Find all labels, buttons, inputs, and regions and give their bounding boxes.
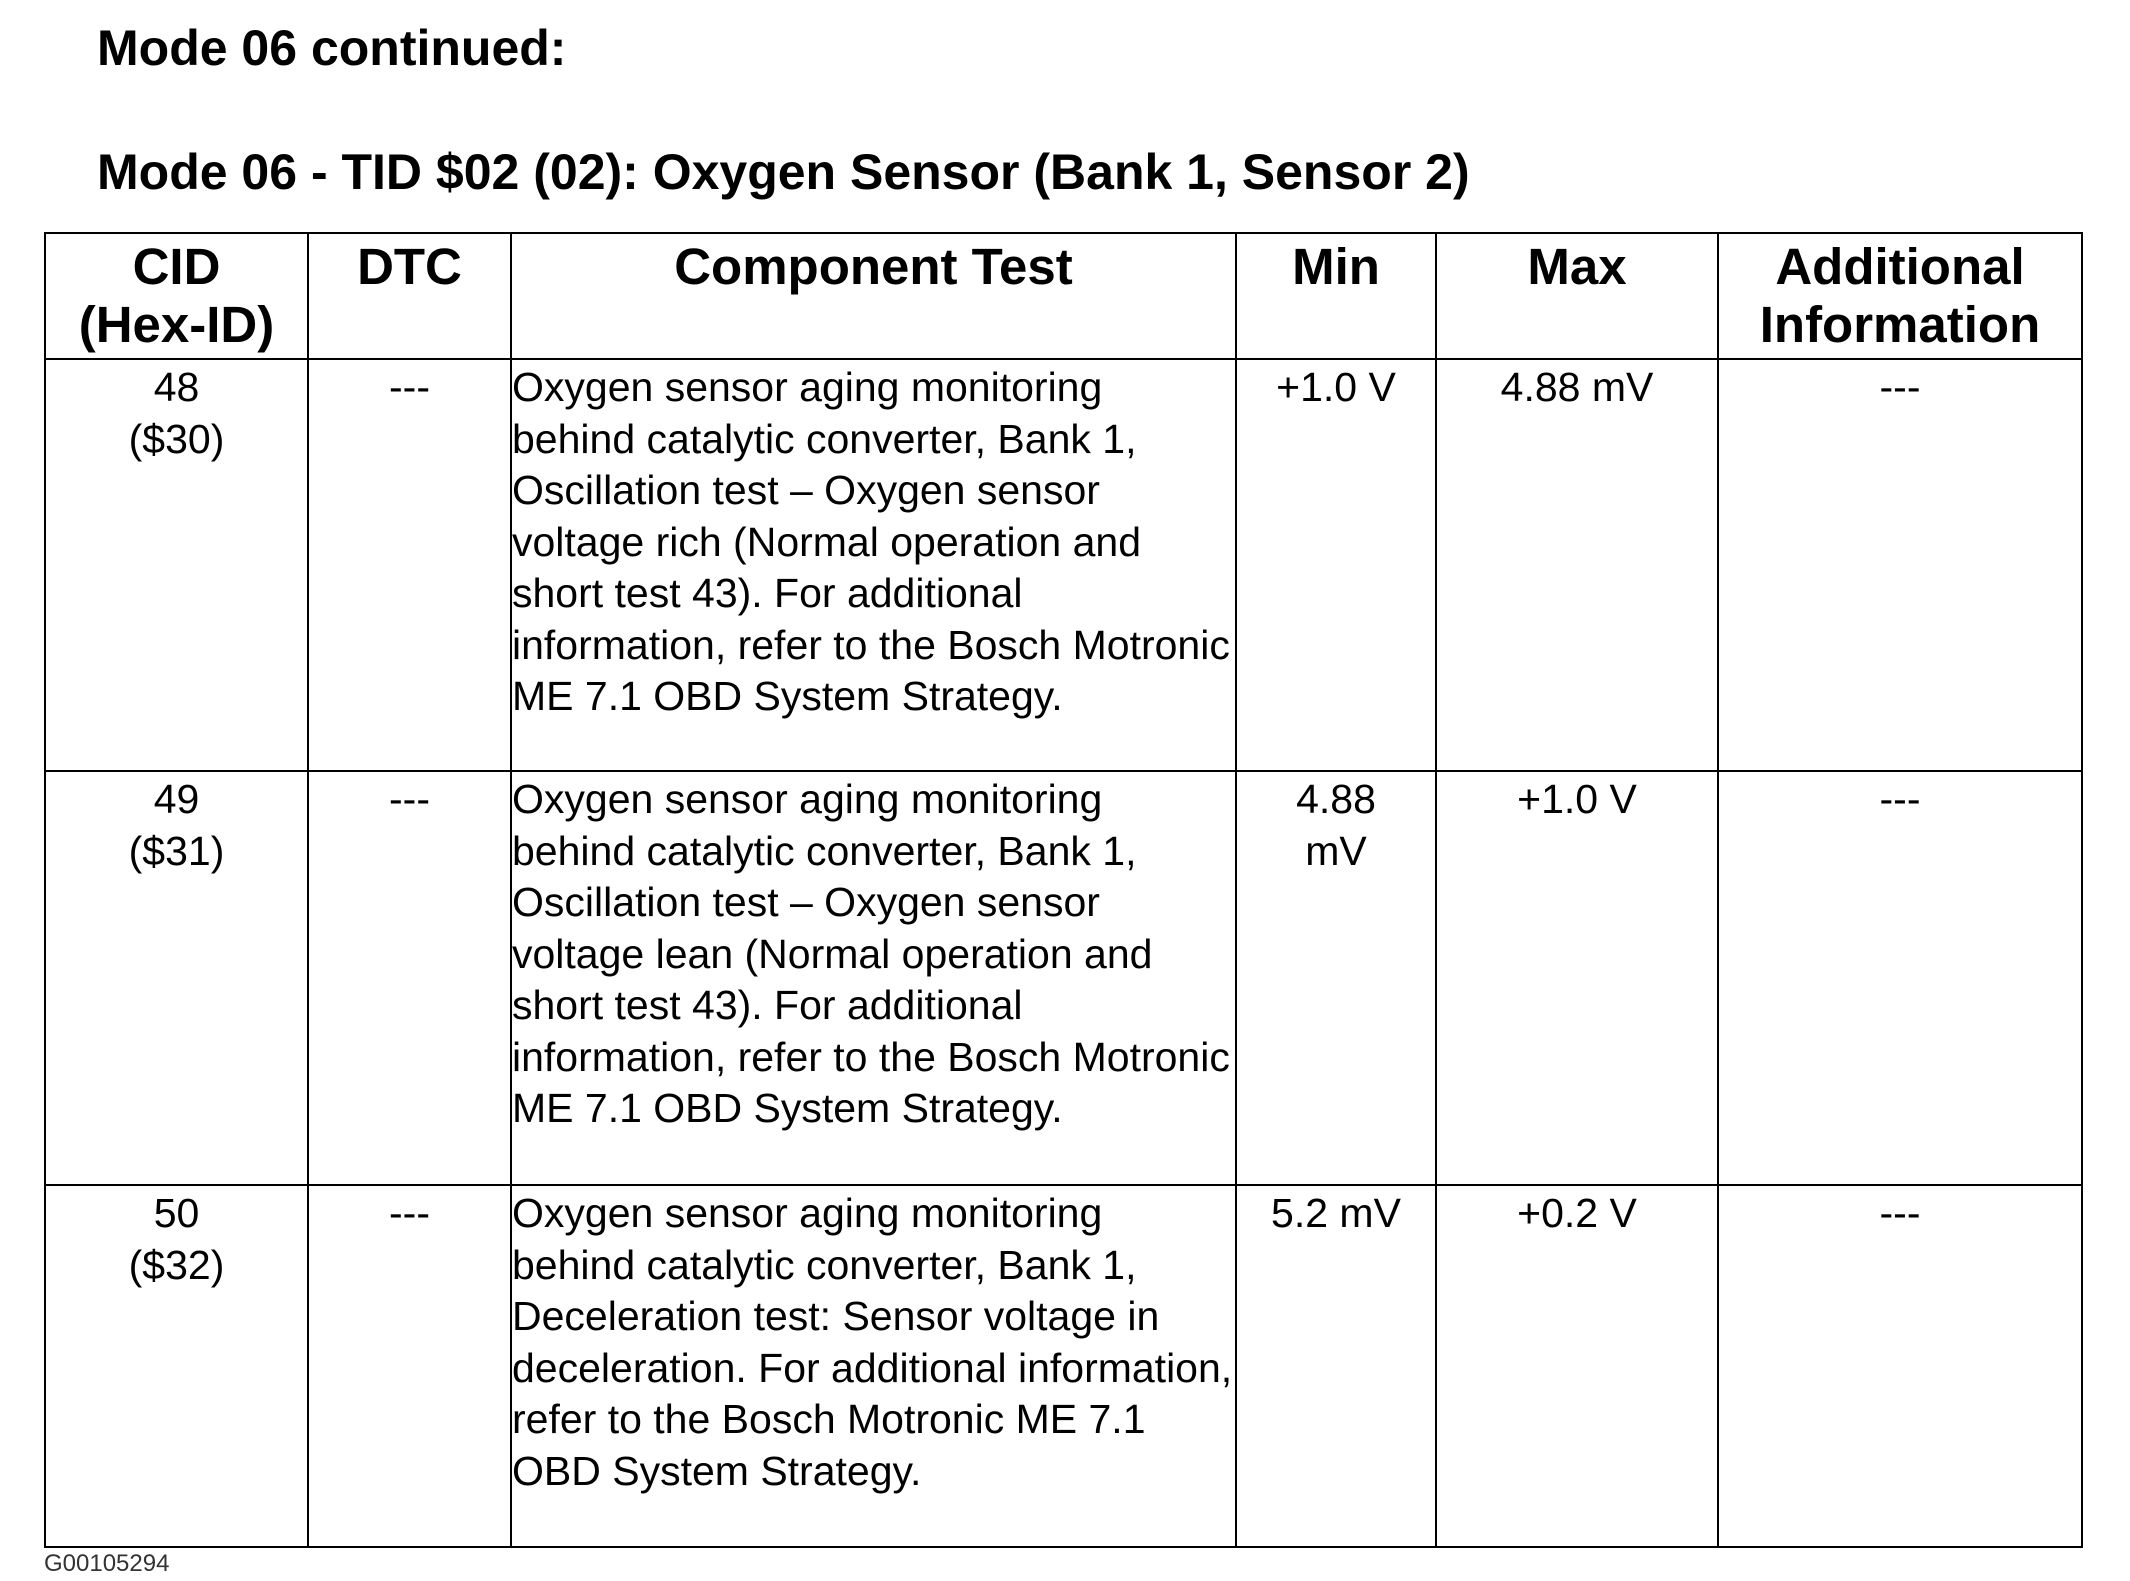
min-value: 4.88 mV (1296, 776, 1376, 874)
cell-cid (45, 771, 308, 1185)
cell-max: +0.2 V (1436, 1185, 1718, 1547)
cell-cid (45, 1185, 308, 1547)
header-max: Max (1436, 233, 1718, 359)
cid-value: 48 (153, 364, 200, 410)
header-cid-line1: CID (132, 238, 221, 295)
cell-min: +1.0 V (1236, 359, 1436, 771)
cell-component-test: Oxygen sensor aging monitoring behind catalytic converter, Bank 1, Deceleration test: Sensor voltage in deceleration. For additional information, refer to the Bosch Motronic ME 7.1 OBD System Strategy. (511, 1185, 1236, 1547)
cell-min: 5.2 mV (1236, 1185, 1436, 1547)
cid-value: 50 (153, 1190, 200, 1236)
cell-dtc: --- (308, 771, 511, 1185)
cell-max: +1.0 V (1436, 771, 1718, 1185)
header-cid-line2: (Hex-ID) (78, 296, 275, 353)
header-additional-line1: Additional (1775, 238, 2025, 295)
cid-hex: ($30) (128, 415, 225, 462)
cell-max: 4.88 mV (1436, 359, 1718, 771)
cell-additional: --- (1718, 771, 2082, 1185)
header-cid (45, 233, 308, 359)
section-heading-continued: Mode 06 continued: (97, 20, 567, 76)
cid-value: 49 (153, 776, 200, 822)
cell-additional: --- (1718, 359, 2082, 771)
header-additional-line2: Information (1759, 296, 2041, 353)
table-row (45, 359, 2082, 771)
cid-hex: ($31) (128, 827, 225, 874)
cell-cid (45, 359, 308, 771)
cid-hex: ($32) (128, 1241, 225, 1288)
cell-component-test: Oxygen sensor aging monitoring behind catalytic converter, Bank 1, Oscillation test – Oxygen sensor voltage lean (Normal operation and short test 43). For additional information, refer to the Bosch Motronic ME 7.1 OBD System Strategy. (511, 771, 1236, 1185)
table-row (45, 1185, 2082, 1547)
header-min: Min (1236, 233, 1436, 359)
table-row (45, 771, 2082, 1185)
header-additional-information (1718, 233, 2082, 359)
cell-additional: --- (1718, 1185, 2082, 1547)
header-row (45, 233, 2082, 359)
cell-dtc: --- (308, 359, 511, 771)
header-component-test: Component Test (511, 233, 1236, 359)
mode06-table (44, 232, 2083, 1548)
cell-min (1236, 771, 1436, 1185)
header-dtc: DTC (308, 233, 511, 359)
table-title: Mode 06 - TID $02 (02): Oxygen Sensor (Bank 1, Sensor 2) (97, 144, 1470, 200)
cell-component-test: Oxygen sensor aging monitoring behind catalytic converter, Bank 1, Oscillation test – Oxygen sensor voltage rich (Normal operation and short test 43). For additional information, refer to the Bosch Motronic ME 7.1 OBD System Strategy. (511, 359, 1236, 771)
cell-dtc: --- (308, 1185, 511, 1547)
figure-code: G00105294 (44, 1550, 170, 1577)
